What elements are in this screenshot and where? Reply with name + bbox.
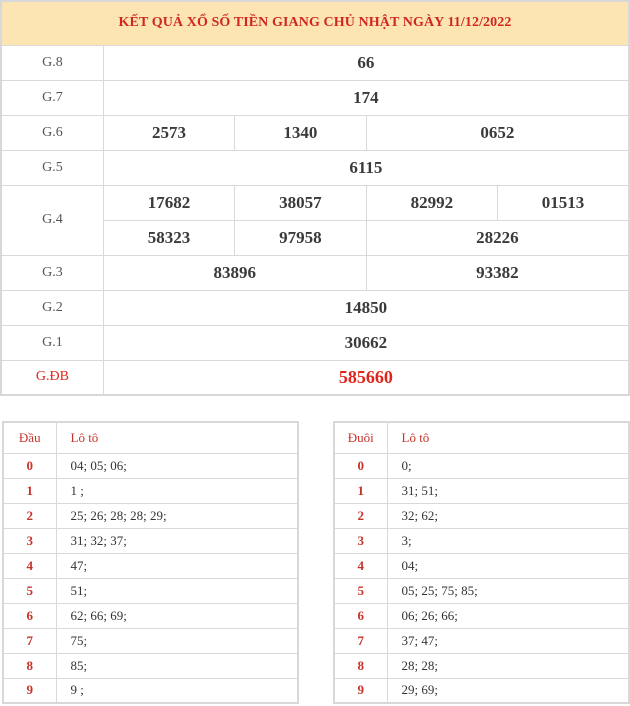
prize-number: 2573 — [103, 115, 234, 150]
prize-label: G.4 — [1, 185, 103, 255]
table-row — [334, 678, 629, 703]
prize-number: 17682 — [103, 185, 234, 220]
prize-label: G.6 — [1, 115, 103, 150]
prize-number: 28226 — [366, 220, 629, 255]
prize-row-g6 — [1, 115, 629, 150]
row-key: 9 — [3, 678, 56, 703]
table-row — [3, 678, 298, 703]
row-value: 1 ; — [56, 478, 298, 503]
prize-label: G.7 — [1, 80, 103, 115]
table-row — [3, 478, 298, 503]
table-row — [334, 653, 629, 678]
table-row — [334, 578, 629, 603]
prize-number: 6115 — [103, 150, 629, 185]
row-key: 3 — [334, 528, 387, 553]
prize-label: G.5 — [1, 150, 103, 185]
prize-label: G.1 — [1, 325, 103, 360]
table-header — [3, 422, 298, 453]
prize-row-g1 — [1, 325, 629, 360]
prize-number: 58323 — [103, 220, 234, 255]
row-value: 25; 26; 28; 28; 29; — [56, 503, 298, 528]
row-value: 04; — [387, 553, 629, 578]
prize-label: G.2 — [1, 290, 103, 325]
row-key: 0 — [334, 453, 387, 478]
table-row — [3, 553, 298, 578]
row-key: 6 — [334, 603, 387, 628]
row-value: 28; 28; — [387, 653, 629, 678]
row-key: 0 — [3, 453, 56, 478]
row-value: 04; 05; 06; — [56, 453, 298, 478]
prize-label: G.3 — [1, 255, 103, 290]
prize-row-special — [1, 360, 629, 395]
table-row — [3, 578, 298, 603]
prize-row-g2 — [1, 290, 629, 325]
prize-row-g7 — [1, 80, 629, 115]
table-row — [334, 603, 629, 628]
row-value: 32; 62; — [387, 503, 629, 528]
table-header — [334, 422, 629, 453]
row-key: 4 — [334, 553, 387, 578]
row-key: 3 — [3, 528, 56, 553]
prize-row-g3 — [1, 255, 629, 290]
prize-row-g8 — [1, 45, 629, 80]
row-value: 06; 26; 66; — [387, 603, 629, 628]
row-value: 29; 69; — [387, 678, 629, 703]
row-value: 62; 66; 69; — [56, 603, 298, 628]
prize-number: 38057 — [235, 185, 366, 220]
row-key: 4 — [3, 553, 56, 578]
table-row — [3, 628, 298, 653]
row-key: 7 — [3, 628, 56, 653]
table-row — [334, 528, 629, 553]
row-key: 8 — [334, 653, 387, 678]
prize-number: 0652 — [366, 115, 629, 150]
prize-number: 174 — [103, 80, 629, 115]
prize-number: 66 — [103, 45, 629, 80]
header-loto: Lô tô — [56, 422, 298, 453]
row-value: 0; — [387, 453, 629, 478]
row-key: 1 — [3, 478, 56, 503]
prize-number: 14850 — [103, 290, 629, 325]
row-key: 9 — [334, 678, 387, 703]
table-row — [3, 603, 298, 628]
row-key: 5 — [3, 578, 56, 603]
page-title: KẾT QUẢ XỔ SỐ TIỀN GIANG CHỦ NHẬT NGÀY 11/12/2022 — [1, 1, 629, 45]
special-prize-number: 585660 — [103, 360, 629, 395]
row-value: 05; 25; 75; 85; — [387, 578, 629, 603]
row-key: 8 — [3, 653, 56, 678]
table-row — [334, 628, 629, 653]
header-duoi: Đuôi — [334, 422, 387, 453]
prize-number: 93382 — [366, 255, 629, 290]
prize-number: 83896 — [103, 255, 366, 290]
table-row — [334, 553, 629, 578]
table-row — [3, 528, 298, 553]
prize-number: 30662 — [103, 325, 629, 360]
row-value: 47; — [56, 553, 298, 578]
prize-number: 82992 — [366, 185, 497, 220]
row-value: 37; 47; — [387, 628, 629, 653]
row-value: 31; 32; 37; — [56, 528, 298, 553]
header-loto: Lô tô — [387, 422, 629, 453]
loto-dau-table — [2, 421, 299, 704]
prize-number: 01513 — [498, 185, 629, 220]
row-key: 5 — [334, 578, 387, 603]
special-prize-label: G.ĐB — [1, 360, 103, 395]
row-value: 51; — [56, 578, 298, 603]
prize-label: G.8 — [1, 45, 103, 80]
row-key: 2 — [334, 503, 387, 528]
row-key: 6 — [3, 603, 56, 628]
table-row — [3, 503, 298, 528]
loto-duoi-table — [333, 421, 630, 704]
row-value: 31; 51; — [387, 478, 629, 503]
prize-number: 97958 — [235, 220, 366, 255]
table-row — [334, 453, 629, 478]
table-row — [3, 653, 298, 678]
row-key: 1 — [334, 478, 387, 503]
row-key: 7 — [334, 628, 387, 653]
header-dau: Đầu — [3, 422, 56, 453]
row-key: 2 — [3, 503, 56, 528]
table-row — [334, 478, 629, 503]
row-value: 9 ; — [56, 678, 298, 703]
table-row — [334, 503, 629, 528]
row-value: 3; — [387, 528, 629, 553]
prize-row-g5 — [1, 150, 629, 185]
prize-number: 1340 — [235, 115, 366, 150]
row-value: 85; — [56, 653, 298, 678]
row-value: 75; — [56, 628, 298, 653]
table-row — [3, 453, 298, 478]
prize-row-g4 — [1, 185, 629, 220]
